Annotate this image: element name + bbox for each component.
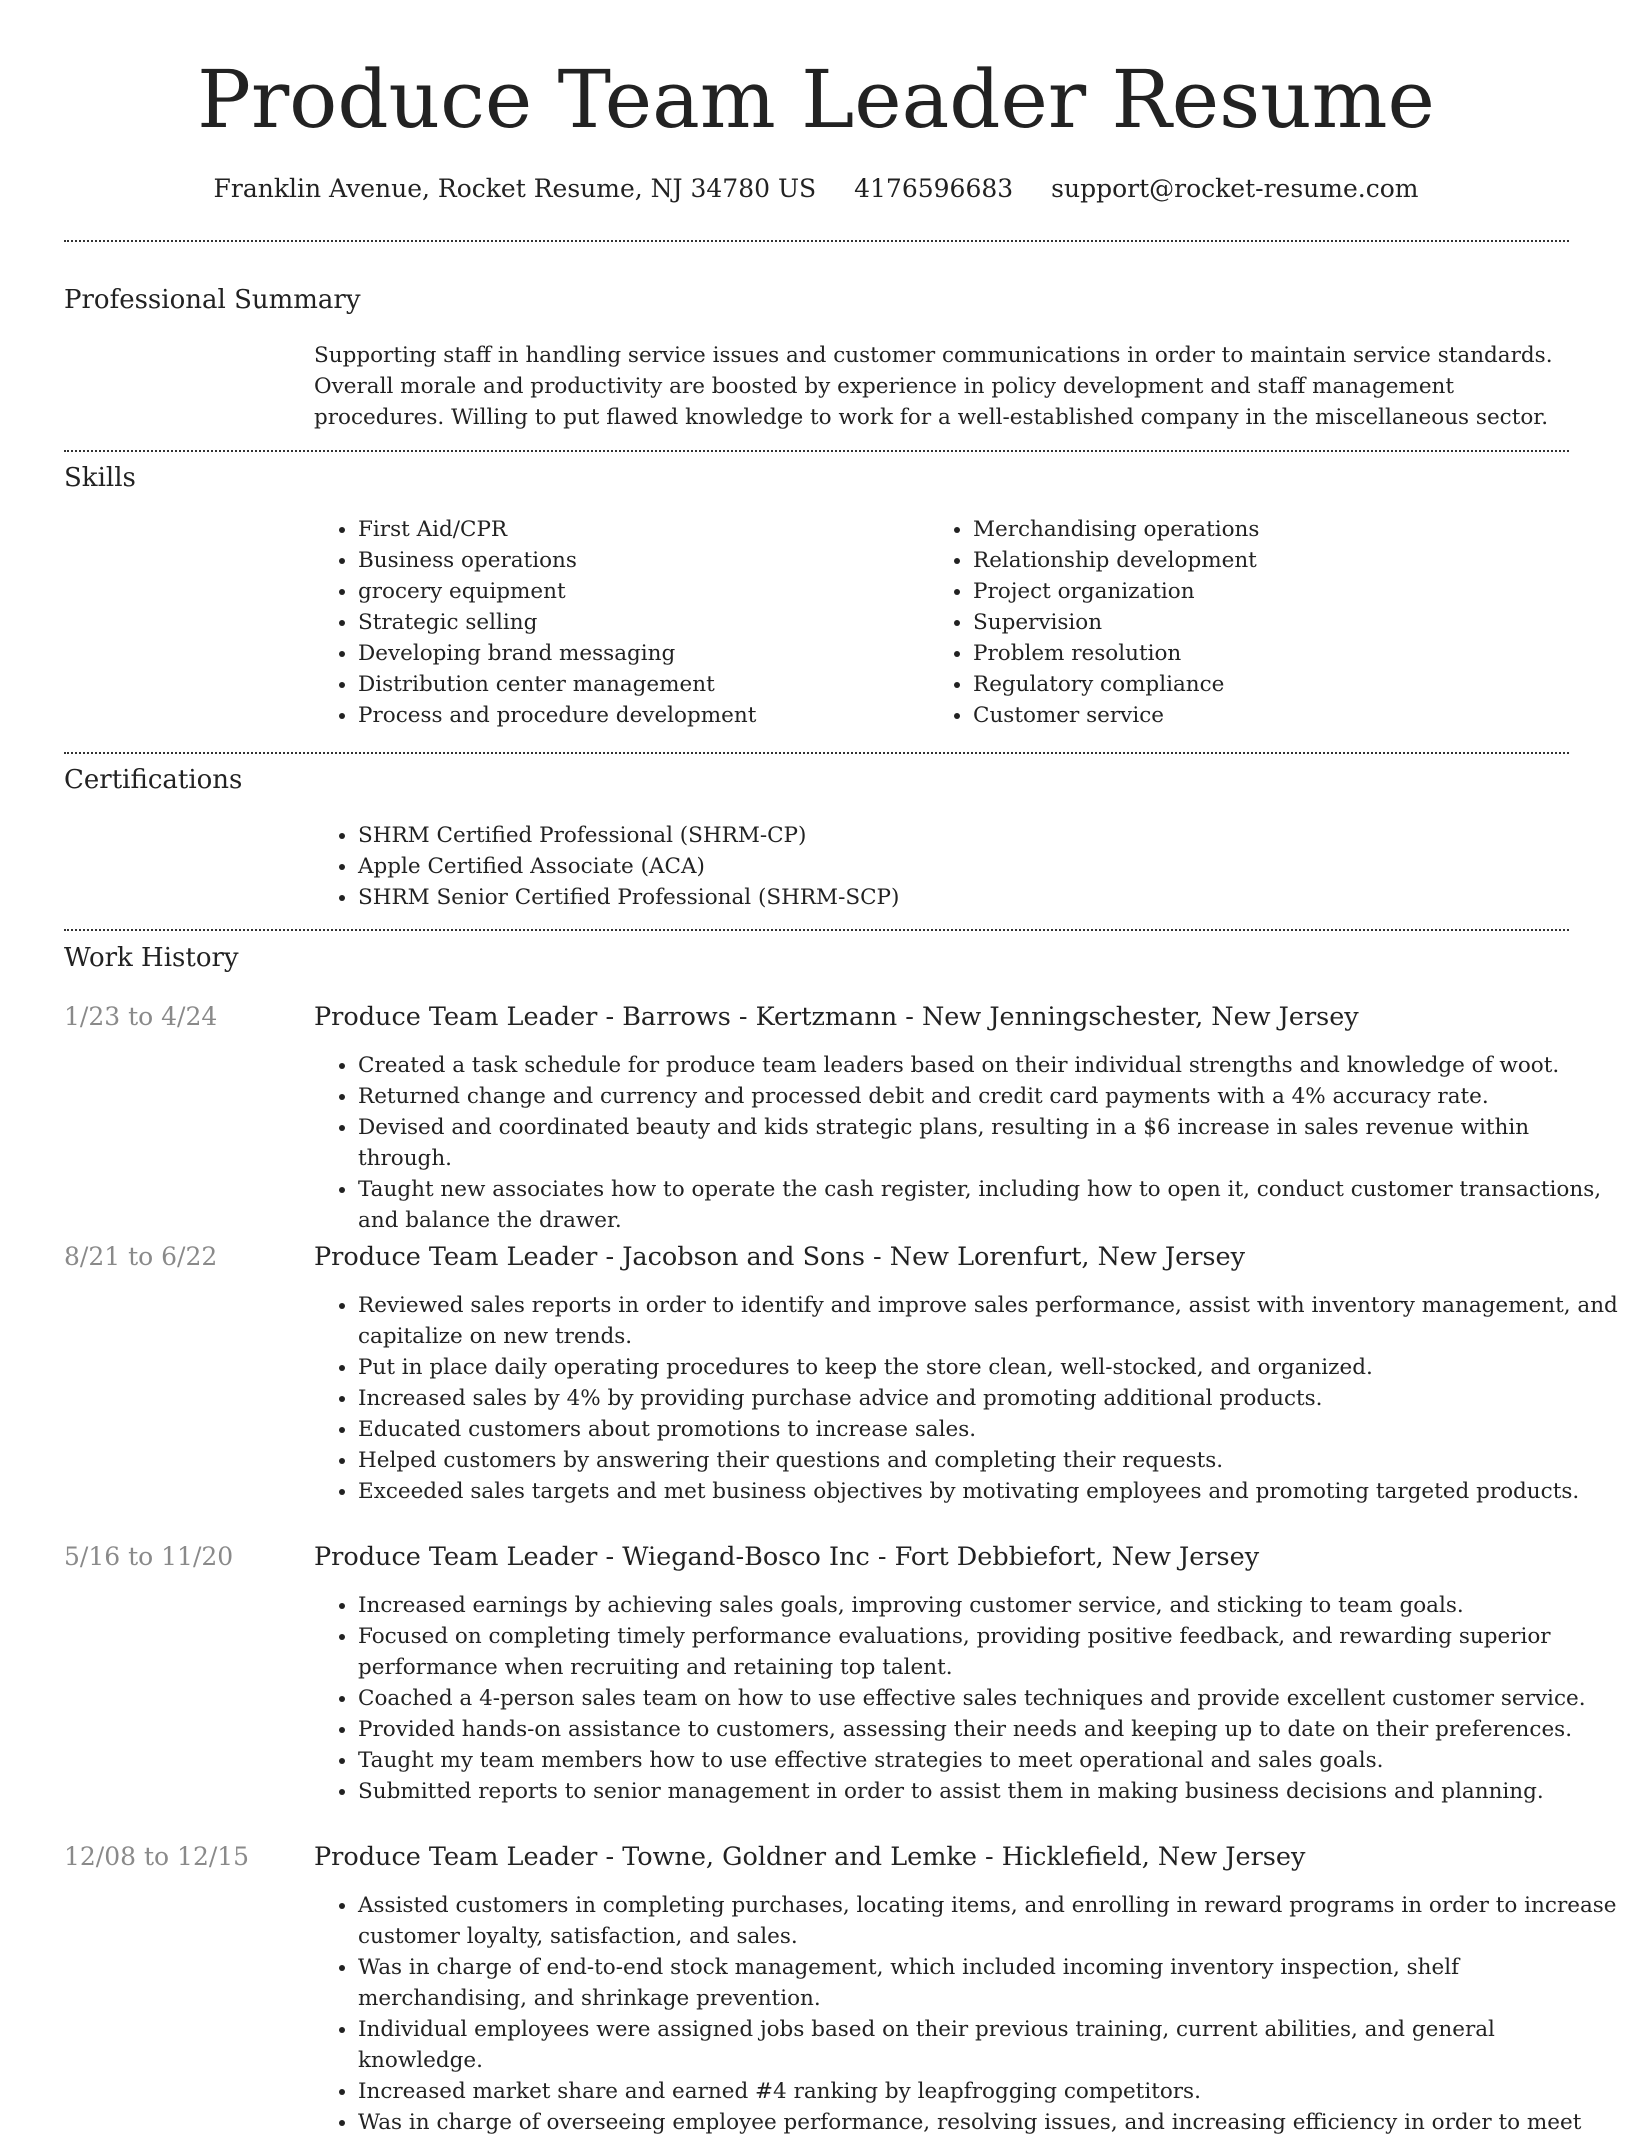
job-bullet: • Taught new associates how to operate the cash register, including how to open it, conduct customer transactions, and balance the drawer. [358, 1174, 1618, 1236]
job-bullets [314, 1890, 1618, 2138]
skill-item: • Developing brand messaging [358, 638, 918, 669]
divider [64, 240, 1569, 242]
skill-item: • Process and procedure development [358, 700, 918, 731]
job-title: Produce Team Leader - Wiegand-Bosco Inc - Fort Debbiefort, New Jersey [314, 1542, 1260, 1572]
divider [64, 752, 1569, 754]
job-bullet: • Coached a 4-person sales team on how to use effective sales techniques and provide excellent customer service. [358, 1683, 1618, 1714]
job-dates: 5/16 to 11/20 [64, 1542, 234, 1571]
contact-address: Franklin Avenue, Rocket Resume, NJ 34780 US [213, 174, 817, 203]
job-bullet: • Increased sales by 4% by providing purchase advice and promoting additional products. [358, 1383, 1618, 1414]
skill-item: • Problem resolution [973, 638, 1573, 669]
job-bullet: • Put in place daily operating procedures to keep the store clean, well-stocked, and organized. [358, 1352, 1618, 1383]
skill-item: • Project organization [973, 576, 1573, 607]
job-bullet: • Taught my team members how to use effective strategies to meet operational and sales goals. [358, 1745, 1618, 1776]
job-bullet: • Increased market share and earned #4 ranking by leapfrogging competitors. [358, 2076, 1618, 2107]
skill-item: • Strategic selling [358, 607, 918, 638]
job-dates: 12/08 to 12/15 [64, 1842, 250, 1871]
skill-item: • grocery equipment [358, 576, 918, 607]
job-bullet: • Created a task schedule for produce team leaders based on their individual strengths and knowledge of woot. [358, 1050, 1618, 1081]
job-bullet: • Focused on completing timely performance evaluations, providing positive feedback, and rewarding superior performance when recruiting and retaining top talent. [358, 1621, 1618, 1683]
contact-phone: 4176596683 [854, 174, 1014, 203]
job-title: Produce Team Leader - Jacobson and Sons - New Lorenfurt, New Jersey [314, 1242, 1246, 1272]
job-bullet: • Educated customers about promotions to increase sales. [358, 1414, 1618, 1445]
job-bullet: • Was in charge of end-to-end stock management, which included incoming inventory inspection, shelf merchandising, and shrinkage prevention. [358, 1952, 1618, 2014]
job-title: Produce Team Leader - Barrows - Kertzmann - New Jenningschester, New Jersey [314, 1002, 1359, 1032]
job-bullet: • Increased earnings by achieving sales goals, improving customer service, and sticking to team goals. [358, 1590, 1618, 1621]
certifications-heading: Certifications [64, 765, 243, 795]
skill-item: • Regulatory compliance [973, 669, 1573, 700]
job-bullet: • Helped customers by answering their questions and completing their requests. [358, 1445, 1618, 1476]
certification-item: • SHRM Certified Professional (SHRM-CP) [358, 820, 1615, 851]
work-history-heading: Work History [64, 943, 239, 973]
skills-heading: Skills [64, 463, 136, 493]
summary-text: Supporting staff in handling service issues and customer communications in order to maintain service standards. Overall morale and productivity are boosted by experience in policy development and staff management procedures. Willing to put flawed knowledge to work for a well-established company in the miscellaneous sector. [314, 343, 1553, 430]
skills-list-left [314, 514, 918, 731]
contact-email: support@rocket-resume.com [1051, 174, 1419, 203]
certifications-list [314, 820, 1615, 913]
job-bullets [314, 1590, 1618, 1807]
job-bullet: • Assisted customers in completing purchases, locating items, and enrolling in reward programs in order to increase customer loyalty, satisfaction, and sales. [358, 1890, 1618, 1952]
certification-item: • Apple Certified Associate (ACA) [358, 851, 1615, 882]
job-bullet: • Individual employees were assigned jobs based on their previous training, current abilities, and general knowledge. [358, 2014, 1618, 2076]
job-bullets [314, 1050, 1618, 1236]
job-dates: 1/23 to 4/24 [64, 1002, 218, 1031]
job-bullet: • Submitted reports to senior management in order to assist them in making business decisions and planning. [358, 1776, 1618, 1807]
job-dates: 8/21 to 6/22 [64, 1242, 218, 1271]
certification-item: • SHRM Senior Certified Professional (SHRM-SCP) [358, 882, 1615, 913]
skill-item: • Merchandising operations [973, 514, 1573, 545]
summary-heading: Professional Summary [64, 285, 361, 315]
job-title: Produce Team Leader - Towne, Goldner and Lemke - Hicklefield, New Jersey [314, 1842, 1306, 1872]
page-title: Produce Team Leader Resume [197, 53, 1435, 146]
job-bullet: • Provided hands-on assistance to customers, assessing their needs and keeping up to date on their preferences. [358, 1714, 1618, 1745]
job-bullet: • Devised and coordinated beauty and kids strategic plans, resulting in a $6 increase in sales revenue within through. [358, 1112, 1618, 1174]
skill-item: • Relationship development [973, 545, 1573, 576]
job-bullet: • Reviewed sales reports in order to identify and improve sales performance, assist with inventory management, and capitalize on new trends. [358, 1290, 1618, 1352]
job-bullet: • Returned change and currency and processed debit and credit card payments with a 4% accuracy rate. [358, 1081, 1618, 1112]
skill-item: • Customer service [973, 700, 1573, 731]
skill-item: • Supervision [973, 607, 1573, 638]
skill-item: • Business operations [358, 545, 918, 576]
job-bullet: • Was in charge of overseeing employee performance, resolving issues, and increasing efficiency in order to meet [358, 2107, 1618, 2138]
job-bullets [314, 1290, 1618, 1507]
skill-item: • Distribution center management [358, 669, 918, 700]
divider [64, 450, 1569, 452]
job-bullet: • Exceeded sales targets and met business objectives by motivating employees and promoting targeted products. [358, 1476, 1618, 1507]
divider [64, 929, 1569, 931]
skill-item: • First Aid/CPR [358, 514, 918, 545]
contact-info [0, 170, 1632, 208]
skills-list-right [929, 514, 1573, 731]
